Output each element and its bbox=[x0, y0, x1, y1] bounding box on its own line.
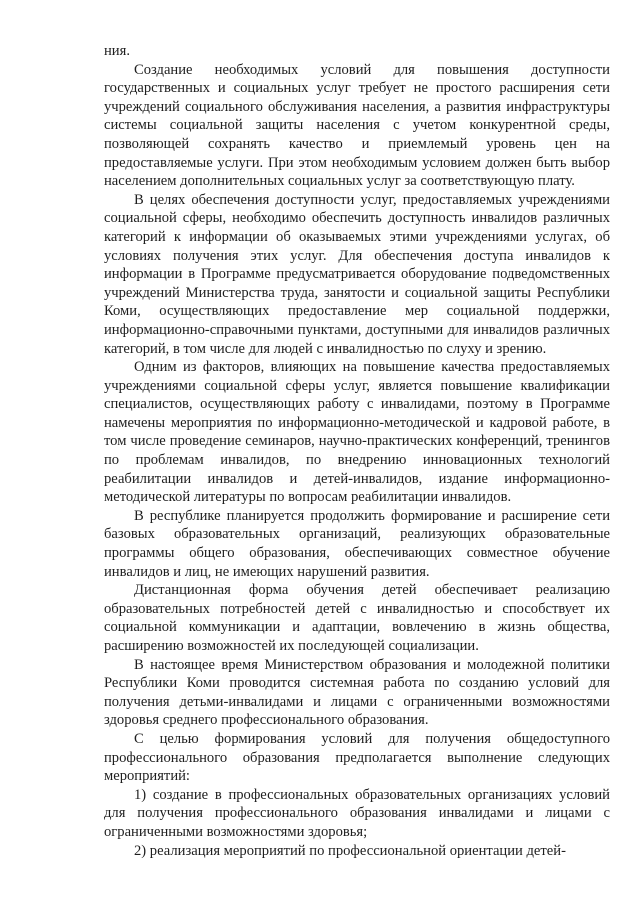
paragraph-infrastructure: Создание необходимых условий для повышения доступности государственных и социальных услуг требует не простого расширения сети учреждений социального обслуживания населения, а развития инфраструктуры системы социальной защиты населения с учетом конкурентной среды, позволяющей сохранять качество и приемлемый уровень цен на предоставляемые услуги. При этом необходимым условием должен быть выбор населением дополнительных социальных услуг за соответствующую плату. bbox=[104, 61, 610, 190]
paragraph-information-access: В целях обеспечения доступности услуг, предоставляемых учреждениями социальной сферы, необходимо обеспечить доступность инвалидов различных категорий к информации об оказываемых этими учреждениями услугах, об условиях получения этих услуг. Для обеспечения доступа инвалидов к информации в Программе предусматривается оборудование подведомственных учреждений Министерства труда, занятости и социальной защиты Республики Коми, осуществляющих предоставление мер социальной поддержки, информационно-справочными пунктами, доступными для инвалидов различных категорий, в том числе для людей с инвалидностью по слуху и зрению. bbox=[104, 191, 610, 357]
paragraph-measures-intro: С целью формирования условий для получения общедоступного профессионального образования предполагается выполнение следующих мероприятий: bbox=[104, 730, 610, 785]
list-item-2: 2) реализация мероприятий по профессиональной ориентации детей- bbox=[134, 842, 566, 859]
paragraph-distance-learning: Дистанционная форма обучения детей обеспечивает реализацию образовательных потребностей детей с инвалидностью и способствует их социальной коммуникации и адаптации, вовлечению в жизнь общества, расширению возможностей их последующей социализации. bbox=[104, 582, 610, 654]
document-body bbox=[104, 42, 610, 860]
paragraph-continuation: ния. bbox=[104, 43, 130, 59]
list-item-1: 1) создание в профессиональных образовательных организациях условий для получения профессионального образования инвалидами и лицами с ограниченными возможностями здоровья; bbox=[104, 786, 610, 840]
paragraph-base-organizations: В республике планируется продолжить формирование и расширение сети базовых образовательных организаций, реализующих образовательные программы общего образования, обеспечивающих совместное обучение инвалидов и лиц, не имеющих нарушений развития. bbox=[104, 507, 610, 580]
paragraph-qualification: Одним из факторов, влияющих на повышение качества предоставляемых учреждениями социальной сферы услуг, является повышение квалификации специалистов, осуществляющих работу с инвалидами, поэтому в Программе намечены мероприятия по информационно-методической и кадровой работе, в том числе проведение семинаров, научно-практических конференций, тренингов по проблемам инвалидов, по внедрению инновационных технологий реабилитации инвалидов и детей-инвалидов, издание информационно-методической литературы по вопросам реабилитации инвалидов. bbox=[104, 359, 610, 506]
paragraph-ministry-work: В настоящее время Министерством образования и молодежной политики Республики Коми проводится системная работа по созданию условий для получения детьми-инвалидами и лицами с ограниченными возможностями здоровья среднего профессионального образования. bbox=[104, 656, 610, 729]
